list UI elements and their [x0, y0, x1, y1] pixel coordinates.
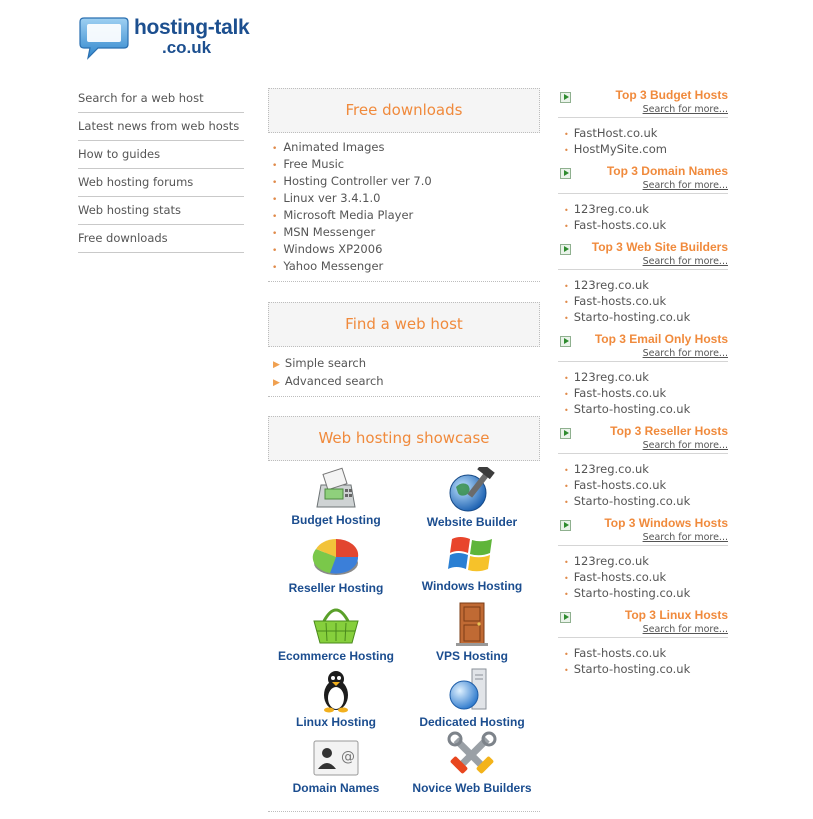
bullet-icon: • [272, 246, 278, 256]
advanced-search-link[interactable] [273, 372, 540, 390]
section-title[interactable]: Top 3 Budget Hosts [615, 88, 728, 102]
nav-latest-news[interactable]: Latest news from web hosts [78, 113, 244, 141]
bullet-icon: • [564, 650, 569, 659]
bullet-icon: • [564, 498, 569, 507]
list-item[interactable] [272, 224, 540, 241]
list-item[interactable] [272, 190, 540, 207]
list-item[interactable] [564, 461, 728, 477]
divider [268, 281, 540, 282]
nav-how-to-guides[interactable]: How to guides [78, 141, 244, 169]
download-link[interactable]: Linux ver 3.4.1.0 [283, 191, 381, 205]
website-builder-link[interactable] [404, 467, 540, 529]
nav-web-hosting-stats[interactable]: Web hosting stats [78, 197, 244, 225]
divider [268, 811, 540, 812]
top-hosts-section [558, 88, 728, 164]
host-list [558, 454, 728, 516]
vps-hosting-label[interactable]: VPS Hosting [435, 649, 508, 663]
bullet-icon: • [272, 161, 278, 171]
download-link[interactable]: Animated Images [283, 140, 385, 154]
list-item[interactable] [272, 156, 540, 173]
top-hosts-section [558, 516, 728, 608]
host-link[interactable]: Starto-hosting.co.uk [573, 494, 691, 508]
domain-names-link[interactable] [268, 733, 404, 795]
bullet-icon: • [564, 574, 569, 583]
host-link[interactable]: Starto-hosting.co.uk [573, 586, 691, 600]
section-title[interactable]: Top 3 Reseller Hosts [610, 424, 728, 438]
search-for-more-link[interactable]: Search for more... [642, 440, 728, 451]
top-hosts-section [558, 424, 728, 516]
website-builder-label[interactable]: Website Builder [426, 515, 518, 529]
bullet-icon: • [272, 178, 278, 188]
list-item[interactable] [564, 661, 728, 677]
host-link[interactable]: Fast-hosts.co.uk [573, 386, 667, 400]
linux-hosting-link[interactable] [268, 667, 404, 729]
bullet-icon: • [564, 374, 569, 383]
bullet-icon: • [564, 146, 569, 155]
vps-hosting-link[interactable] [404, 601, 540, 663]
bullet-icon: • [564, 666, 569, 675]
server-icon [404, 667, 540, 713]
list-item[interactable] [272, 139, 540, 156]
advanced-search-label[interactable]: Advanced search [284, 374, 384, 388]
contact-card-icon [268, 733, 404, 779]
list-item[interactable] [564, 553, 728, 569]
ecommerce-hosting-link[interactable] [268, 601, 404, 663]
host-link[interactable]: 123reg.co.uk [573, 462, 649, 476]
section-title[interactable]: Top 3 Domain Names [606, 164, 728, 178]
windows-hosting-link[interactable] [404, 531, 540, 593]
search-for-more-link[interactable]: Search for more... [642, 624, 728, 635]
list-item[interactable] [564, 569, 728, 585]
list-item[interactable] [564, 369, 728, 385]
host-link[interactable]: 123reg.co.uk [573, 370, 649, 384]
section-header [558, 608, 728, 638]
list-item[interactable] [564, 385, 728, 401]
go-arrow-icon[interactable] [560, 336, 571, 347]
list-item[interactable] [564, 217, 728, 233]
main-column [268, 88, 540, 812]
simple-search-label[interactable]: Simple search [284, 356, 367, 370]
host-link[interactable]: Fast-hosts.co.uk [573, 478, 667, 492]
host-link[interactable]: 123reg.co.uk [573, 554, 649, 568]
bullet-icon: • [564, 314, 569, 323]
section-header [558, 516, 728, 546]
right-column [558, 88, 728, 684]
section-header [558, 424, 728, 454]
nav-search-web-host[interactable]: Search for a web host [78, 85, 244, 113]
section-title[interactable]: Top 3 Linux Hosts [624, 608, 728, 622]
list-item[interactable] [564, 141, 728, 157]
penguin-icon [268, 667, 404, 713]
list-item[interactable] [564, 585, 728, 601]
section-title[interactable]: Top 3 Windows Hosts [604, 516, 728, 530]
find-host-heading: Find a web host [268, 302, 540, 347]
arrow-right-icon: ▶ [273, 360, 280, 370]
budget-hosting-label[interactable]: Budget Hosting [291, 513, 381, 527]
list-item[interactable] [272, 241, 540, 258]
speech-bubble-icon [78, 14, 132, 62]
svg-text:@: @ [341, 749, 355, 765]
host-link[interactable]: Fast-hosts.co.uk [573, 570, 667, 584]
host-list [558, 362, 728, 424]
download-link[interactable]: Free Music [283, 157, 345, 171]
go-arrow-icon[interactable] [560, 612, 571, 623]
globe-hammer-icon [404, 467, 540, 513]
bullet-icon: • [272, 212, 278, 222]
search-for-more-link[interactable]: Search for more... [642, 256, 728, 267]
nav-free-downloads[interactable]: Free downloads [78, 225, 244, 253]
tools-icon [404, 733, 540, 779]
domain-names-label[interactable]: Domain Names [292, 781, 380, 795]
downloads-list [268, 133, 540, 281]
ecommerce-hosting-label[interactable]: Ecommerce Hosting [277, 649, 395, 663]
bullet-icon: • [272, 144, 278, 154]
top-hosts-section [558, 240, 728, 332]
list-item[interactable] [272, 258, 540, 275]
bullet-icon: • [272, 229, 278, 239]
reseller-hosting-label[interactable]: Reseller Hosting [288, 581, 384, 595]
novice-web-builders-link[interactable] [404, 733, 540, 795]
go-arrow-icon[interactable] [560, 168, 571, 179]
host-link[interactable]: Starto-hosting.co.uk [573, 402, 691, 416]
section-header [558, 164, 728, 194]
search-for-more-link[interactable]: Search for more... [642, 532, 728, 543]
bullet-icon: • [564, 222, 569, 231]
host-link[interactable]: Starto-hosting.co.uk [573, 310, 691, 324]
pie-chart-icon [268, 533, 404, 579]
search-for-more-link[interactable]: Search for more... [642, 104, 728, 115]
bullet-icon: • [564, 558, 569, 567]
bullet-icon: • [564, 206, 569, 215]
bullet-icon: • [564, 282, 569, 291]
bullet-icon: • [564, 482, 569, 491]
section-title[interactable]: Top 3 Email Only Hosts [594, 332, 728, 346]
list-item[interactable] [564, 645, 728, 661]
download-link[interactable]: Hosting Controller ver 7.0 [283, 174, 432, 188]
section-title[interactable]: Top 3 Web Site Builders [591, 240, 728, 254]
budget-hosting-link[interactable] [268, 465, 404, 527]
download-link[interactable]: Windows XP2006 [283, 242, 383, 256]
host-link[interactable]: FastHost.co.uk [573, 126, 658, 140]
host-link[interactable]: 123reg.co.uk [573, 278, 649, 292]
list-item[interactable] [564, 293, 728, 309]
list-item[interactable] [564, 493, 728, 509]
top-hosts-section [558, 608, 728, 684]
host-list [558, 194, 728, 240]
dedicated-hosting-link[interactable] [404, 667, 540, 729]
top-hosts-section [558, 332, 728, 424]
bullet-icon: • [564, 298, 569, 307]
search-for-more-link[interactable]: Search for more... [642, 180, 728, 191]
windows-hosting-label[interactable]: Windows Hosting [421, 579, 523, 593]
go-arrow-icon[interactable] [560, 520, 571, 531]
top-hosts-section [558, 164, 728, 240]
host-list [558, 270, 728, 332]
host-link[interactable]: Fast-hosts.co.uk [573, 218, 667, 232]
bullet-icon: • [564, 390, 569, 399]
bullet-icon: • [272, 263, 278, 273]
shopping-basket-icon [268, 601, 404, 647]
bullet-icon: • [564, 466, 569, 475]
bullet-icon: • [564, 406, 569, 415]
host-link[interactable]: 123reg.co.uk [573, 202, 649, 216]
section-header [558, 88, 728, 118]
showcase-heading: Web hosting showcase [268, 416, 540, 461]
windows-logo-icon [404, 531, 540, 577]
host-link[interactable]: HostMySite.com [573, 142, 667, 156]
list-item[interactable] [564, 125, 728, 141]
list-item[interactable] [272, 207, 540, 224]
download-link[interactable]: Microsoft Media Player [283, 208, 414, 222]
go-arrow-icon[interactable] [560, 244, 571, 255]
linux-hosting-label[interactable]: Linux Hosting [296, 715, 376, 729]
list-item[interactable] [564, 201, 728, 217]
logo-text-domain: .co.uk [162, 38, 212, 57]
simple-search-link[interactable] [273, 354, 540, 372]
host-list [558, 546, 728, 608]
novice-web-builders-label[interactable]: Novice Web Builders [412, 781, 532, 795]
dedicated-hosting-label[interactable]: Dedicated Hosting [419, 715, 525, 729]
door-icon [404, 601, 540, 647]
host-list [558, 638, 728, 684]
section-header [558, 240, 728, 270]
go-arrow-icon[interactable] [560, 92, 571, 103]
find-host-list [268, 347, 540, 396]
left-navigation [78, 85, 244, 253]
cash-register-icon [268, 465, 404, 511]
list-item[interactable] [564, 401, 728, 417]
list-item[interactable] [272, 173, 540, 190]
showcase-grid [268, 461, 540, 811]
download-link[interactable]: MSN Messenger [283, 225, 376, 239]
list-item[interactable] [564, 477, 728, 493]
section-header [558, 332, 728, 362]
downloads-heading: Free downloads [268, 88, 540, 133]
nav-web-hosting-forums[interactable]: Web hosting forums [78, 169, 244, 197]
host-link[interactable]: Fast-hosts.co.uk [573, 646, 667, 660]
bullet-icon: • [564, 590, 569, 599]
go-arrow-icon[interactable] [560, 428, 571, 439]
bullet-icon: • [564, 130, 569, 139]
arrow-right-icon: ▶ [273, 378, 280, 388]
list-item[interactable] [564, 277, 728, 293]
list-item[interactable] [564, 309, 728, 325]
reseller-hosting-link[interactable] [268, 533, 404, 595]
divider [268, 396, 540, 397]
search-for-more-link[interactable]: Search for more... [642, 348, 728, 359]
host-link[interactable]: Starto-hosting.co.uk [573, 662, 691, 676]
download-link[interactable]: Yahoo Messenger [283, 259, 384, 273]
host-list [558, 118, 728, 164]
host-link[interactable]: Fast-hosts.co.uk [573, 294, 667, 308]
logo-text-main: hosting-talk [134, 16, 250, 39]
site-logo[interactable] [78, 14, 258, 66]
bullet-icon: • [272, 195, 278, 205]
